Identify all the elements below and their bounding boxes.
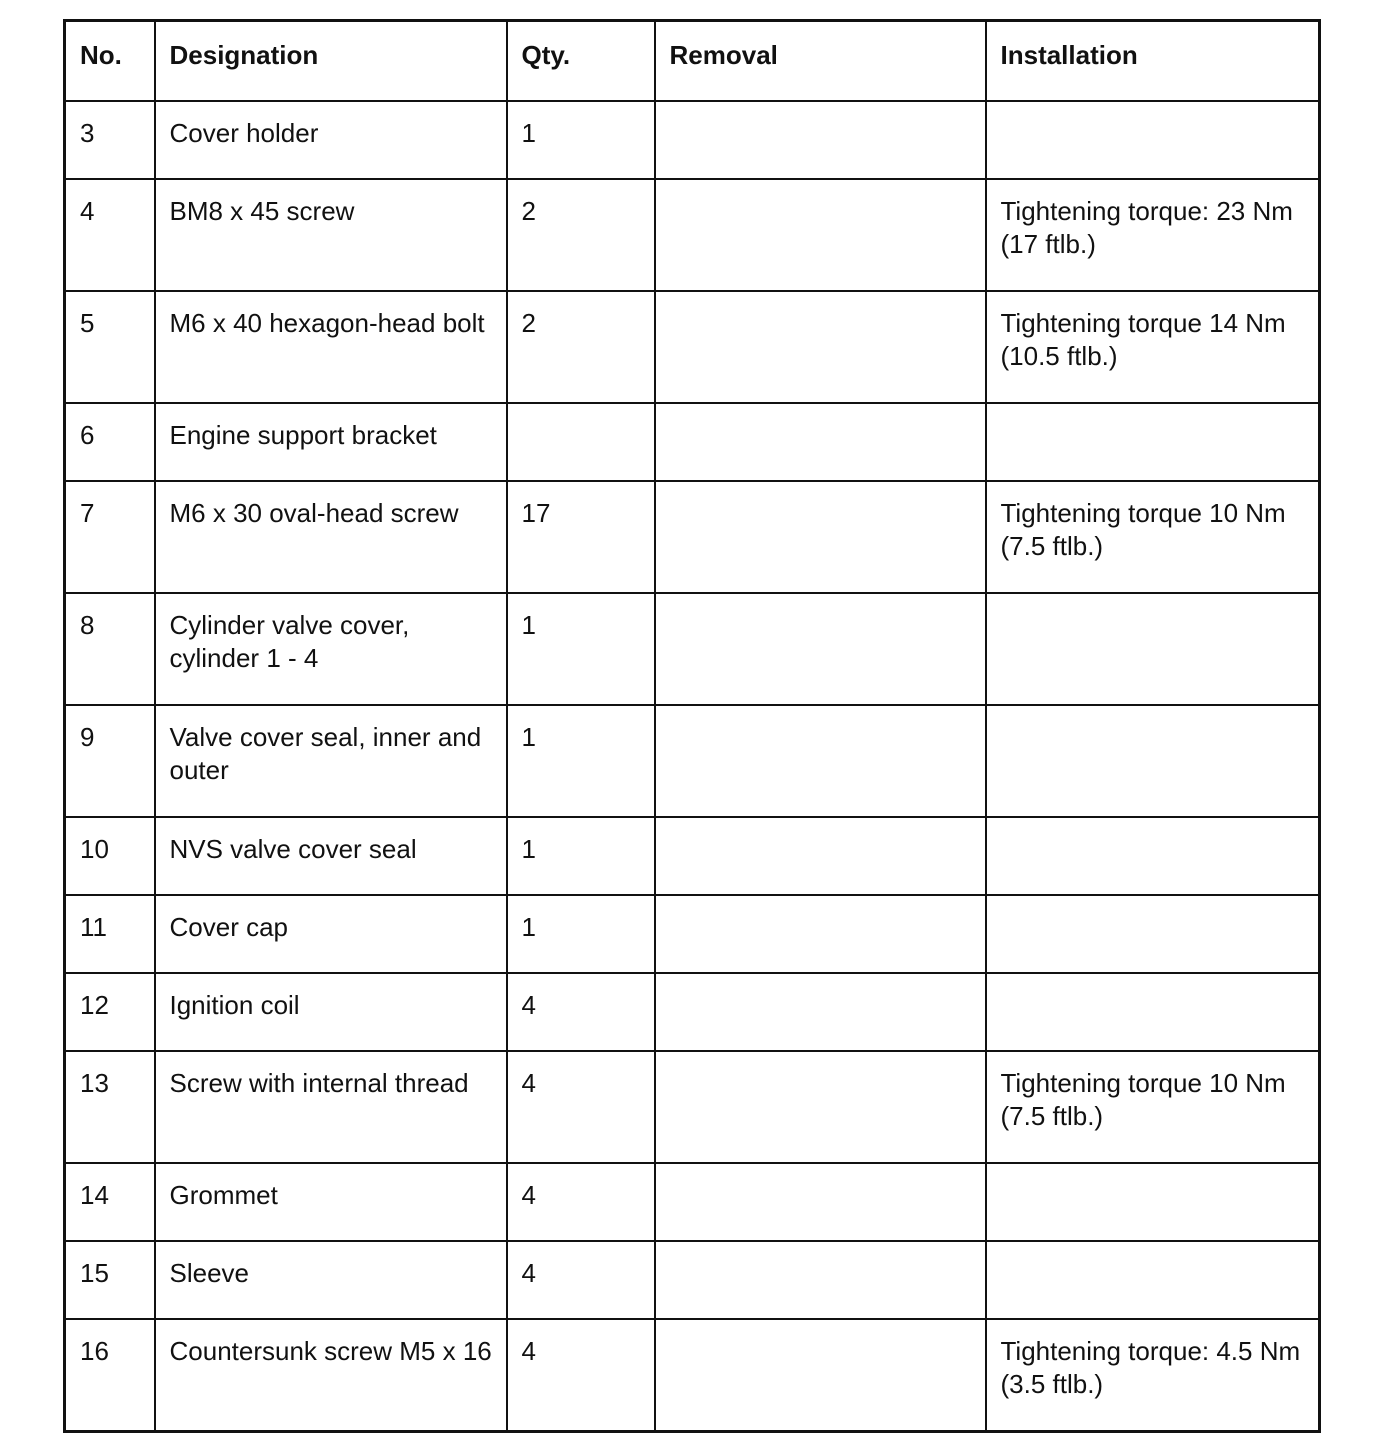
cell-removal [655,705,986,817]
cell-no: 9 [65,705,155,817]
header-no: No. [65,21,155,102]
cell-qty: 4 [507,1241,655,1319]
cell-installation [986,973,1320,1051]
table-row [65,705,1320,817]
table-row [65,179,1320,291]
cell-no: 13 [65,1051,155,1163]
cell-designation: Cover holder [155,101,507,179]
cell-no: 10 [65,817,155,895]
header-designation: Designation [155,21,507,102]
cell-qty: 1 [507,817,655,895]
cell-no: 16 [65,1319,155,1432]
cell-qty [507,403,655,481]
table-row [65,817,1320,895]
header-removal: Removal [655,21,986,102]
cell-qty: 4 [507,973,655,1051]
cell-designation: Cover cap [155,895,507,973]
cell-qty: 1 [507,101,655,179]
cell-qty: 4 [507,1319,655,1432]
cell-qty: 2 [507,291,655,403]
cell-installation [986,1163,1320,1241]
cell-installation: Tightening torque: 4.5 Nm (3.5 ftlb.) [986,1319,1320,1432]
cell-designation: BM8 x 45 screw [155,179,507,291]
cell-removal [655,973,986,1051]
cell-no: 3 [65,101,155,179]
table-row [65,1241,1320,1319]
cell-designation: M6 x 40 hexagon-head bolt [155,291,507,403]
cell-no: 4 [65,179,155,291]
table-row [65,1163,1320,1241]
cell-installation [986,101,1320,179]
cell-removal [655,593,986,705]
cell-no: 6 [65,403,155,481]
cell-installation [986,895,1320,973]
cell-installation [986,593,1320,705]
table-row [65,1319,1320,1432]
cell-removal [655,1163,986,1241]
cell-no: 5 [65,291,155,403]
cell-designation: Engine support bracket [155,403,507,481]
cell-designation: NVS valve cover seal [155,817,507,895]
header-row [65,21,1320,102]
cell-removal [655,403,986,481]
table-row [65,101,1320,179]
cell-installation: Tightening torque 10 Nm (7.5 ftlb.) [986,1051,1320,1163]
cell-installation [986,817,1320,895]
cell-removal [655,101,986,179]
table-row [65,403,1320,481]
table-row [65,1051,1320,1163]
cell-qty: 1 [507,895,655,973]
cell-installation: Tightening torque 10 Nm (7.5 ftlb.) [986,481,1320,593]
cell-designation: Sleeve [155,1241,507,1319]
cell-qty: 1 [507,593,655,705]
cell-removal [655,1319,986,1432]
cell-installation: Tightening torque 14 Nm (10.5 ftlb.) [986,291,1320,403]
table-row [65,481,1320,593]
cell-removal [655,895,986,973]
table-row [65,593,1320,705]
cell-removal [655,817,986,895]
cell-installation [986,1241,1320,1319]
cell-removal [655,1051,986,1163]
cell-no: 14 [65,1163,155,1241]
cell-removal [655,179,986,291]
table-body [65,101,1320,1432]
cell-no: 12 [65,973,155,1051]
cell-no: 11 [65,895,155,973]
cell-no: 7 [65,481,155,593]
cell-removal [655,481,986,593]
cell-removal [655,291,986,403]
cell-no: 15 [65,1241,155,1319]
cell-installation [986,403,1320,481]
cell-qty: 4 [507,1163,655,1241]
cell-designation: Grommet [155,1163,507,1241]
cell-installation: Tightening torque: 23 Nm (17 ftlb.) [986,179,1320,291]
header-qty: Qty. [507,21,655,102]
header-installation: Installation [986,21,1320,102]
cell-qty: 1 [507,705,655,817]
cell-no: 8 [65,593,155,705]
table-header [65,21,1320,102]
cell-designation: M6 x 30 oval-head screw [155,481,507,593]
table-row [65,895,1320,973]
table-row [65,973,1320,1051]
cell-installation [986,705,1320,817]
parts-table [63,19,1321,1433]
cell-designation: Ignition coil [155,973,507,1051]
cell-removal [655,1241,986,1319]
cell-qty: 2 [507,179,655,291]
cell-qty: 4 [507,1051,655,1163]
cell-designation: Screw with internal thread [155,1051,507,1163]
cell-qty: 17 [507,481,655,593]
cell-designation: Valve cover seal, inner and outer [155,705,507,817]
cell-designation: Cylinder valve cover, cylinder 1 - 4 [155,593,507,705]
table-row [65,291,1320,403]
cell-designation: Countersunk screw M5 x 16 [155,1319,507,1432]
